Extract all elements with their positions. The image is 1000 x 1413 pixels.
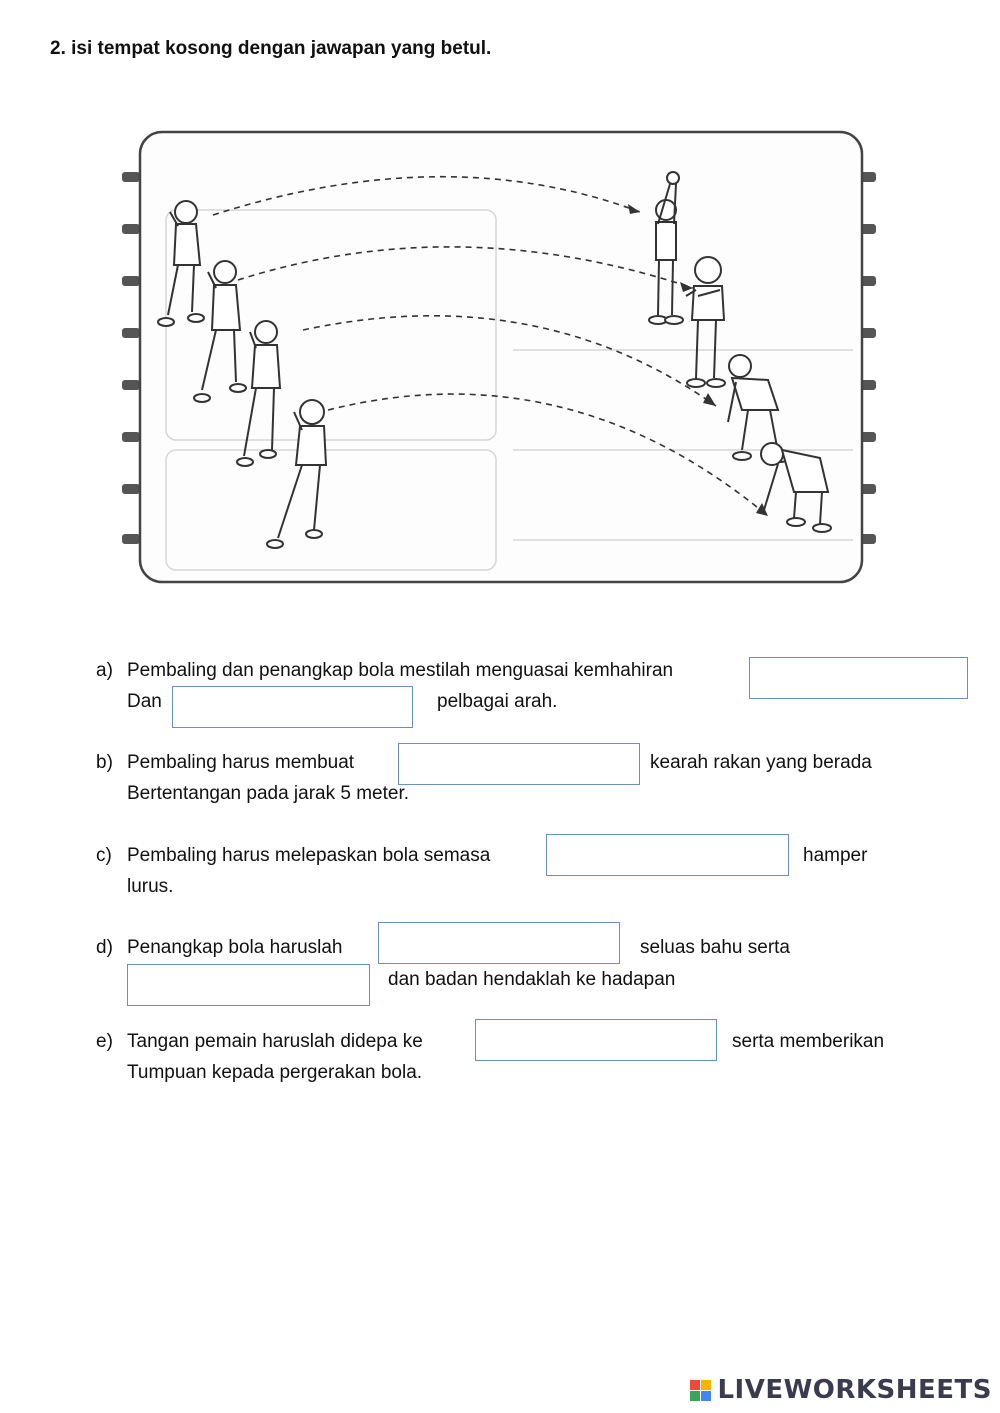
liveworksheets-logo-icon — [690, 1380, 711, 1401]
question-a-text-2: Dan — [127, 691, 162, 712]
question-c-label: c) — [96, 845, 112, 866]
question-d-text-1: Penangkap bola haruslah — [127, 937, 343, 958]
question-c-text-3: lurus. — [127, 876, 174, 897]
question-e — [0, 1026, 1000, 1096]
brand-name: LIVEWORKSHEETS — [717, 1375, 992, 1405]
question-c-text-2: hamper — [803, 845, 868, 866]
answer-c1-input[interactable] — [546, 834, 789, 876]
question-b — [0, 747, 1000, 817]
question-b-text-3: Bertentangan pada jarak 5 meter. — [127, 783, 410, 804]
liveworksheets-brand — [690, 1375, 992, 1405]
answer-a2-input[interactable] — [172, 686, 413, 728]
question-d-text-3: dan badan hendaklah ke hadapan — [388, 969, 676, 990]
question-d-label: d) — [96, 937, 113, 958]
question-d — [0, 932, 1000, 1012]
question-e-text-2: serta memberikan — [732, 1031, 885, 1052]
answer-d1-input[interactable] — [378, 922, 620, 964]
question-d-text-2: seluas bahu serta — [640, 937, 790, 958]
question-a-text-3: pelbagai arah. — [437, 691, 558, 712]
question-a-label: a) — [96, 660, 113, 681]
question-c-text-1: Pembaling harus melepaskan bola semasa — [127, 845, 491, 866]
answer-b1-input[interactable] — [398, 743, 640, 785]
question-a-text-1: Pembaling dan penangkap bola mestilah menguasai kemhahiran — [127, 660, 674, 681]
question-e-label: e) — [96, 1031, 113, 1052]
answer-e1-input[interactable] — [475, 1019, 717, 1061]
question-b-text-1: Pembaling harus membuat — [127, 752, 355, 773]
exercise-title: 2. isi tempat kosong dengan jawapan yang betul. — [50, 38, 492, 59]
question-b-text-2: kearah rakan yang berada — [650, 752, 872, 773]
answer-a1-input[interactable] — [749, 657, 968, 699]
answer-d2-input[interactable] — [127, 964, 370, 1006]
question-e-text-1: Tangan pemain haruslah didepa ke — [127, 1031, 423, 1052]
question-e-text-3: Tumpuan kepada pergerakan bola. — [127, 1062, 423, 1083]
question-c — [0, 840, 1000, 910]
binder-tabs-left — [122, 172, 140, 544]
question-a — [0, 655, 1000, 735]
question-b-label: b) — [96, 752, 113, 773]
throw-catch-illustration — [118, 120, 878, 600]
illustration-frame — [140, 132, 862, 582]
